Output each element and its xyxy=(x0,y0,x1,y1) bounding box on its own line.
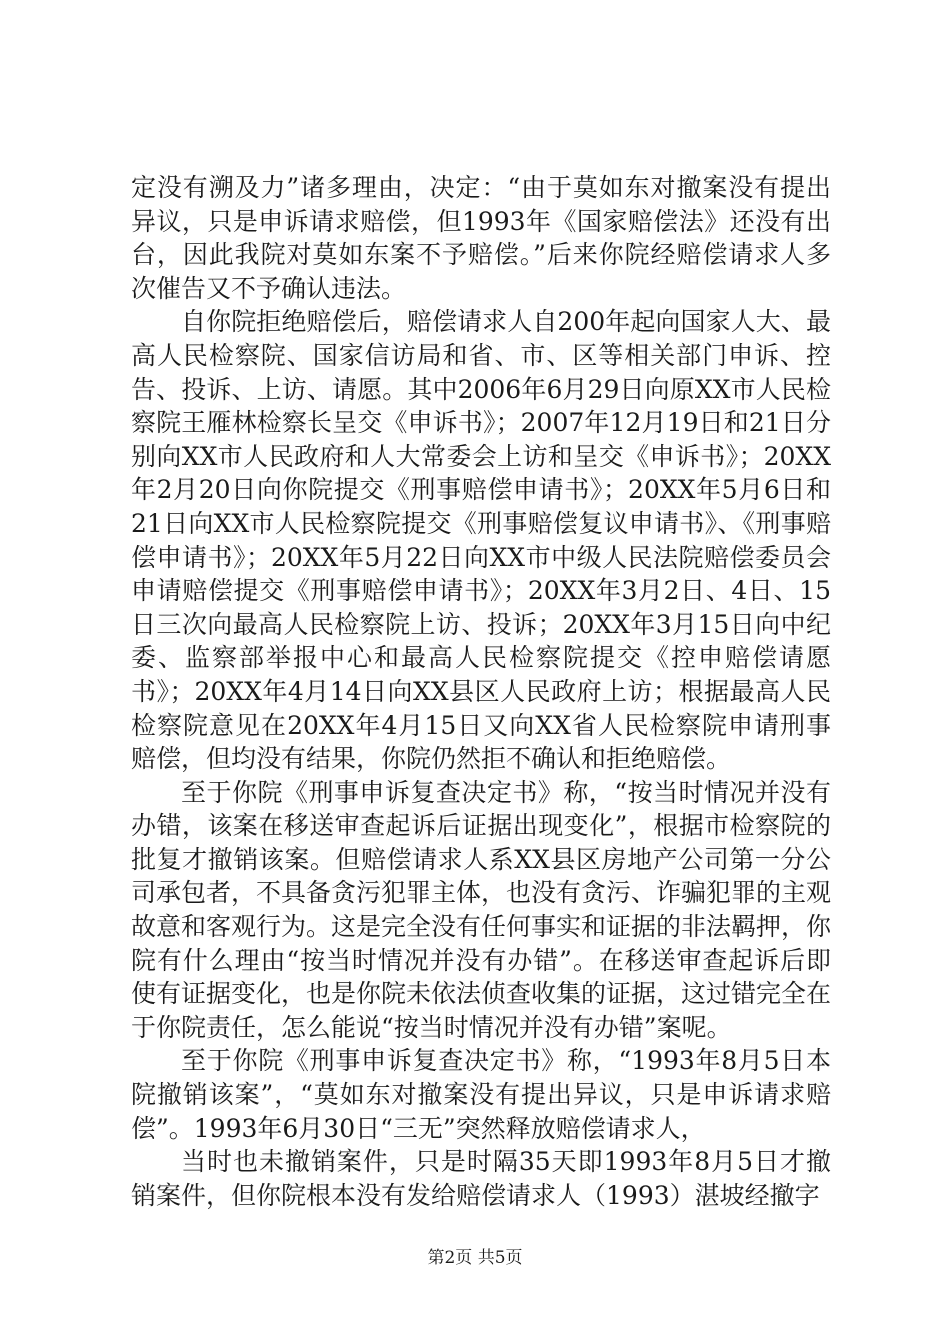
paragraph-continuation: 定没有溯及力”诸多理由，决定：“由于莫如东对撤案没有提出异议，只是申诉请求赔偿，但1993年《国家赔偿法》还没有出台，因此我院对莫如东案不予赔偿。”后来你院经赔偿请求人多次催告又不予确认违法。 xyxy=(131,173,831,303)
paragraph-review-decision-1: 至于你院《刑事申诉复查决定书》称，“按当时情况并没有办错，该案在移送审查起诉后证据出现变化”，根据市检察院的批复才撤销该案。但赔偿请求人系XX县区房地产公司第一分公司承包者，不具备贪污犯罪主体，也没有贪污、诈骗犯罪的主观故意和客观行为。这是完全没有任何事实和证据的非法羁押，你院有什么理由“按当时情况并没有办错”。在移送审查起诉后即使有证据变化，也是你院未依法侦查收集的证据，这过错完全在于你院责任，怎么能说“按当时情况并没有办错”案呢。 xyxy=(131,777,832,1042)
paragraph-appeals-history: 自你院拒绝赔偿后，赔偿请求人自200年起向国家人大、最高人民检察院、国家信访局和省、市、区等相关部门申诉、控告、投诉、上访、请愿。其中2006年6月29日向原XX市人民检察院王雁林检察长呈交《申诉书》；2007年12月19日和21日分别向XX市人民政府和人大常委会上访和呈交《申诉书》；20XX年2月20日向你院提交《刑事赔偿申请书》；20XX年5月6日和21日向XX市人民检察院提交《刑事赔偿复议申请书》、《刑事赔偿申请书》；20XX年5月22日向XX市中级人民法院赔偿委员会申请赔偿提交《刑事赔偿申请书》；20XX年3月2日、4日、15日三次向最高人民检察院上访、投诉；20XX年3月15日向中纪委、监察部举报中心和最高人民检察院提交《控申赔偿请愿书》；20XX年4月14日向XX县区人民政府上访；根据最高人民检察院意见在20XX年4月15日又向XX省人民检察院申请刑事赔偿，但均没有结果，你院仍然拒不确认和拒绝赔偿。 xyxy=(131,307,831,774)
paragraph-case-withdrawal: 当时也未撤销案件，只是时隔35天即1993年8月5日才撤销案件，但你院根本没有发给赔偿请求人（1993）湛坡经撤字 xyxy=(131,1147,831,1210)
page-number: 第2页 共5页 xyxy=(427,1248,523,1268)
document-body xyxy=(131,171,831,1212)
paragraph-review-decision-2: 至于你院《刑事申诉复查决定书》称，“1993年8月5日本院撤销该案”，“莫如东对撤案没有提出异议，只是申诉请求赔偿”。1993年6月30日“三无”突然释放赔偿请求人， xyxy=(131,1046,831,1143)
